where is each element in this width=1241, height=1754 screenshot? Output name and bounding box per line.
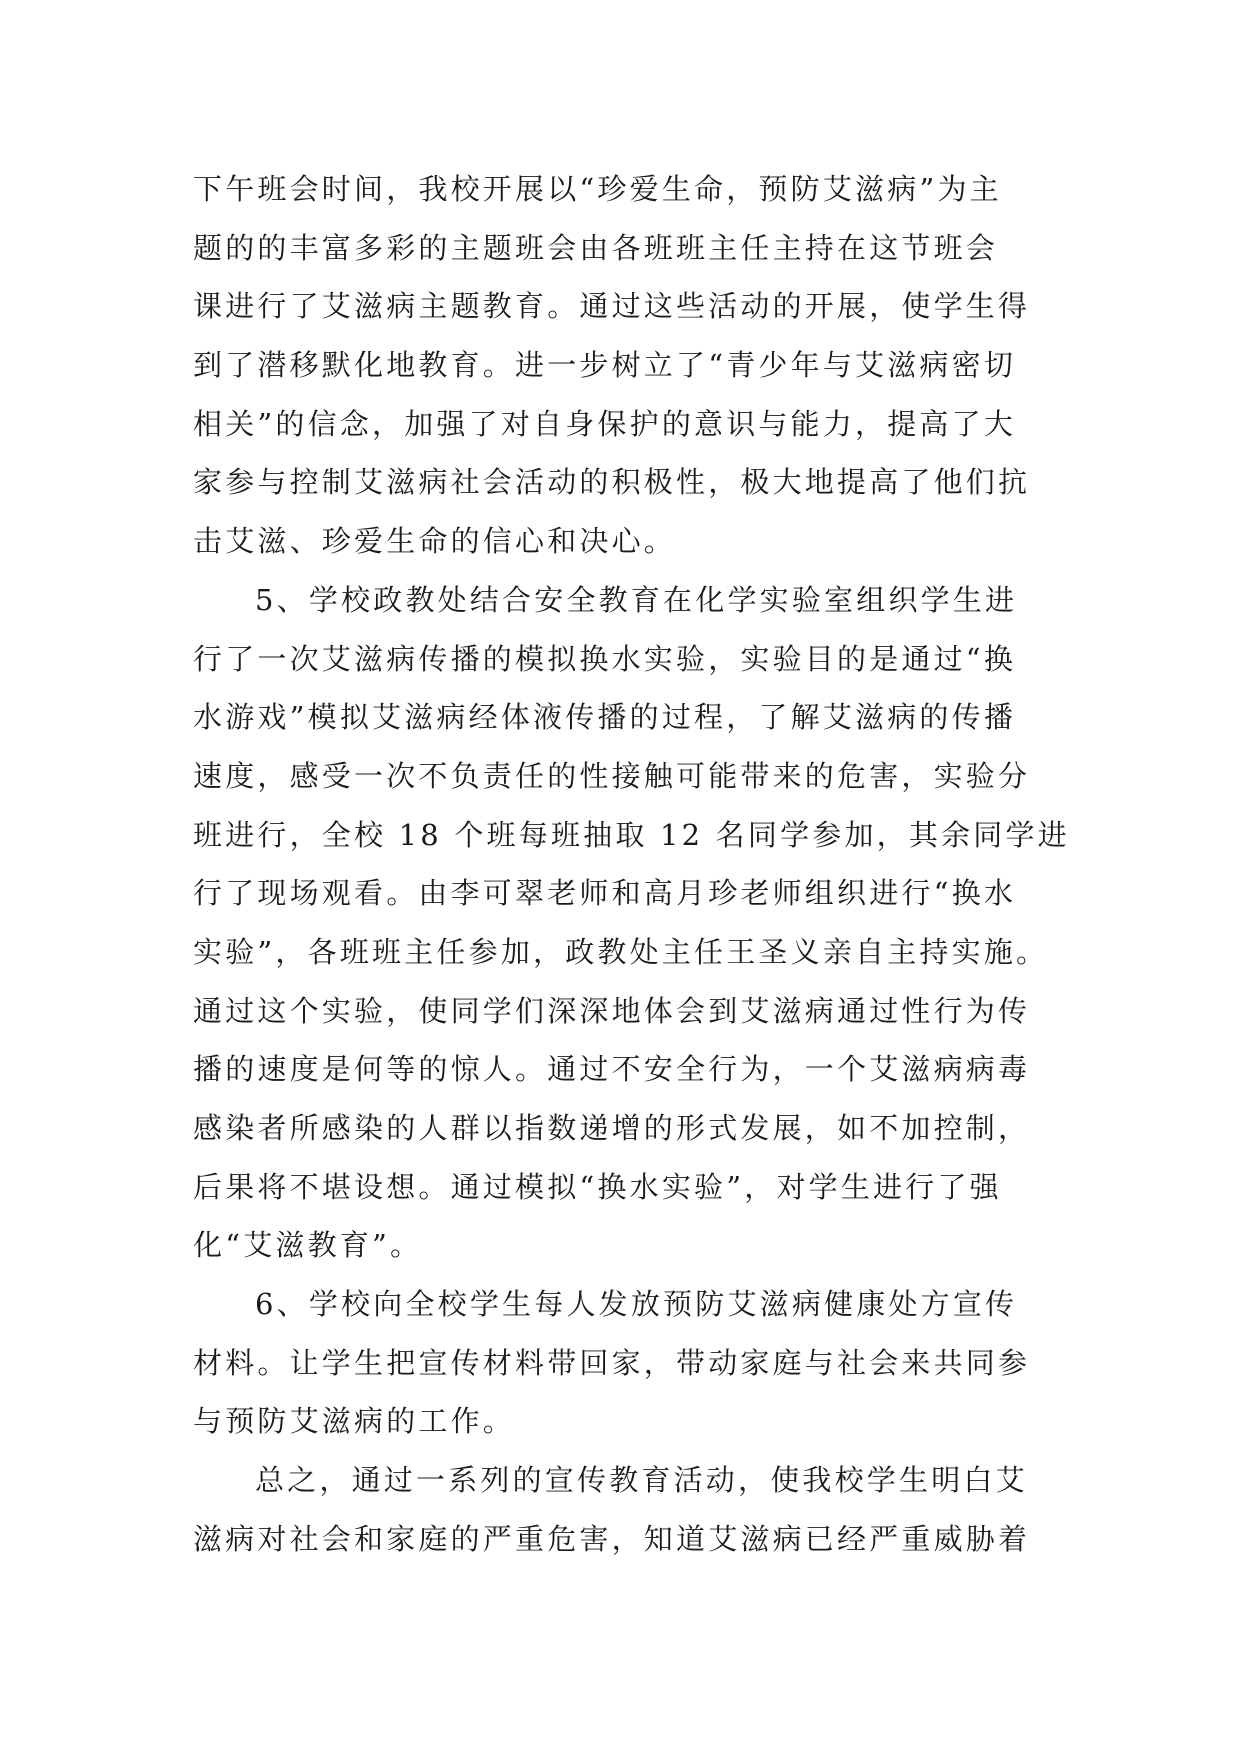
text-line: 6、学校向全校学生每人发放预防艾滋病健康处方宣传 — [255, 1287, 1018, 1322]
text-line: 通过这个实验，使同学们深深地体会到艾滋病通过性行为传 — [193, 993, 1031, 1028]
text-line: 感染者所感染的人群以指数递增的形式发展，如不加控制， — [193, 1111, 1031, 1145]
text-line: 课进行了艾滋病主题教育。通过这些活动的开展，使学生得 — [193, 289, 1031, 324]
text-line: 行了现场观看。由李可翠老师和高月珍老师组织进行“换水 — [193, 876, 1017, 911]
text-line: 相关”的信念，加强了对自身保护的意识与能力，提高了大 — [193, 406, 1017, 441]
text-line: 下午班会时间，我校开展以“珍爱生命，预防艾滋病”为主 — [193, 172, 1002, 206]
text-line: 与预防艾滋病的工作。 — [193, 1404, 516, 1439]
text-line: 滋病对社会和家庭的严重危害，知道艾滋病已经严重威胁着 — [193, 1521, 1031, 1556]
text-line: 播的速度是何等的惊人。通过不安全行为，一个艾滋病病毒 — [193, 1052, 1031, 1087]
text-line: 速度，感受一次不负责任的性接触可能带来的危害，实验分 — [193, 758, 1031, 793]
text-line: 行了一次艾滋病传播的模拟换水实验，实验目的是通过“换 — [193, 641, 1017, 676]
text-line: 到了潜移默化地教育。进一步树立了“青少年与艾滋病密切 — [193, 348, 1017, 383]
text-line: 水游戏”模拟艾滋病经体液传播的过程，了解艾滋病的传播 — [193, 700, 1017, 735]
text-line: 5、学校政教处结合安全教育在化学实验室组织学生进 — [255, 582, 1018, 617]
text-line: 家参与控制艾滋病社会活动的积极性，极大地提高了他们抗 — [193, 465, 1031, 500]
text-line: 题的的丰富多彩的主题班会由各班班主任主持在这节班会 — [193, 230, 999, 265]
text-line: 击艾滋、珍爱生命的信心和决心。 — [193, 524, 677, 559]
text-line: 实验”，各班班主任参加，政教处主任王圣义亲自主持实施。 — [193, 934, 1049, 969]
text-line: 材料。让学生把宣传材料带回家，带动家庭与社会来共同参 — [193, 1345, 1031, 1380]
text-line: 总之，通过一系列的宣传教育活动，使我校学生明白艾 — [255, 1463, 1028, 1498]
text-line: 化“艾滋教育”。 — [193, 1228, 423, 1263]
text-line: 班进行，全校 18 个班每班抽取 12 名同学参加，其余同学进 — [193, 817, 1070, 852]
text-line: 后果将不堪设想。通过模拟“换水实验”，对学生进行了强 — [193, 1169, 1002, 1204]
document-body — [193, 160, 1073, 1569]
